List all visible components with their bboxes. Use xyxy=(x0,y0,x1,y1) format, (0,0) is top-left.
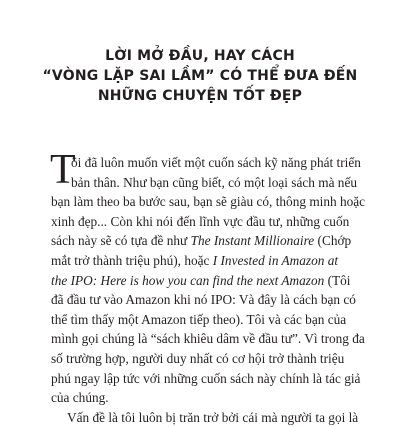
text-line: bản thân. Như bạn cũng biết, có một loại sách mà nếu xyxy=(71,174,357,190)
chapter-title-line: LỜI MỞ ĐẦU, HAY CÁCH xyxy=(105,48,295,64)
text-line xyxy=(51,231,363,251)
text-line: mình gọi chúng là “sách khiêu dâm về đầu tư”. Vì trong đa xyxy=(51,331,365,347)
text-line: thể tìm thấy một Amazon tiếp theo). Tôi và các bạn của xyxy=(51,311,347,327)
chapter-title-line: “VÒNG LẶP SAI LẦM” CÓ THỂ ĐƯA ĐẾN xyxy=(42,68,358,84)
text-line: Vấn đề là tôi luôn bị trăn trở bởi cái mà người ta gọi là xyxy=(67,409,359,425)
text-run: sách này sẽ có tựa đề như xyxy=(51,233,191,249)
text-line: đã đầu tư vào Amazon khi nó IPO: Và đây là cách bạn có xyxy=(51,292,356,308)
drop-cap: T xyxy=(50,147,76,193)
text-line: ôi đã luôn muốn viết một cuốn sách kỹ năng phát triển xyxy=(71,155,361,170)
text-line: số trường hợp, người duy nhất có cơ hội trở thành triệu xyxy=(51,350,345,366)
book-title-italic: the IPO: Here is how you can find the next Amazon xyxy=(51,272,325,288)
text-run: (Tôi xyxy=(324,272,351,288)
chapter-title-line: NHỮNG CHUYỆN TỐT ĐẸP xyxy=(97,88,303,104)
text-line xyxy=(51,271,363,291)
text-line: bạn làm theo ba bước sau, bạn sẽ giàu có, thông minh hoặc xyxy=(51,194,366,210)
text-line: xinh đẹp... Còn khi nói đến lĩnh vực đầu tư, những cuốn xyxy=(51,213,350,229)
book-title-italic: I Invested in Amazon at xyxy=(212,252,339,268)
text-line: của chúng. xyxy=(51,390,109,406)
book-title-italic: The Instant Millionaire xyxy=(190,233,315,249)
text-line: phú ngay lập tức với những cuốn sách này chính là tác giả xyxy=(51,370,361,386)
text-run: (Chớp xyxy=(314,233,352,249)
text-line xyxy=(51,251,363,271)
chapter-title xyxy=(40,46,360,106)
text-run: mắt trở thành triệu phú), hoặc xyxy=(51,252,213,268)
body-text xyxy=(50,147,366,427)
